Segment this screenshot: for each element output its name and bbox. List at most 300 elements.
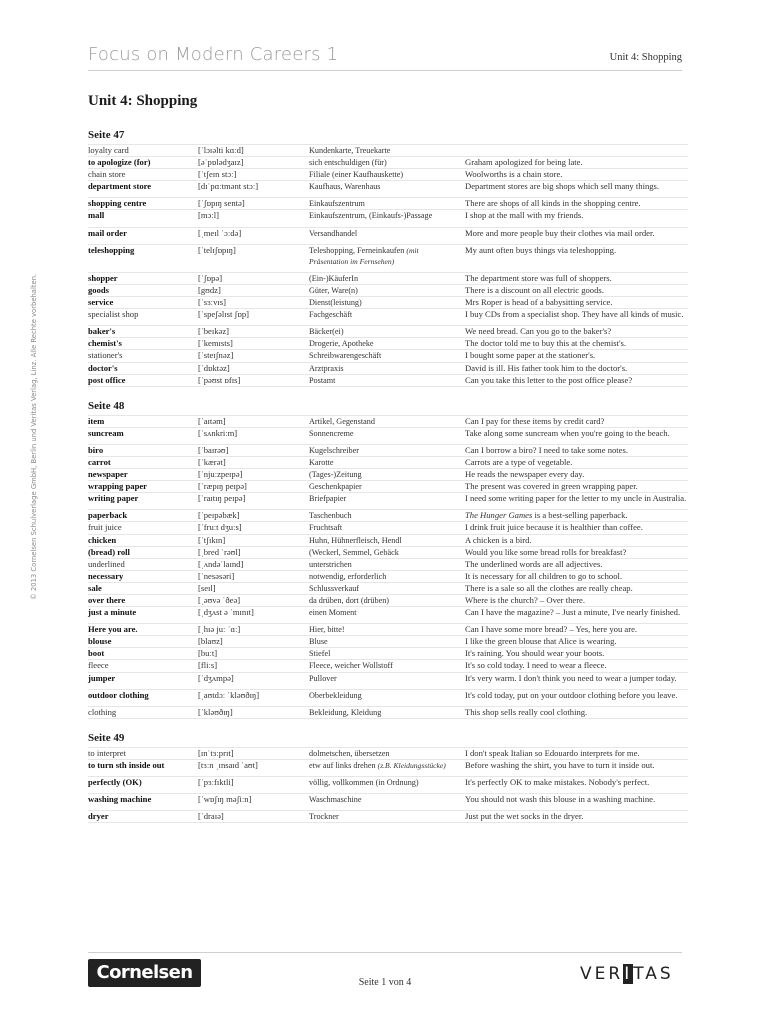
example-text: I bought some paper at the stationer's. bbox=[465, 350, 596, 361]
german-translation: unterstrichen bbox=[309, 559, 352, 569]
vocab-phonetic: [mɔːl] bbox=[198, 210, 219, 221]
table-row bbox=[88, 480, 688, 492]
vocab-example bbox=[465, 457, 688, 468]
vocab-german bbox=[309, 350, 465, 361]
german-translation: Pullover bbox=[309, 673, 337, 683]
example-text: David is ill. His father took him to the doctor's. bbox=[465, 362, 628, 373]
table-row bbox=[88, 558, 688, 570]
veritas-logo-part-b: TAS bbox=[633, 964, 674, 984]
footer-divider bbox=[88, 952, 682, 953]
cornelsen-logo: Cornelsen bbox=[88, 959, 201, 987]
vocab-german bbox=[309, 624, 465, 635]
vocab-phonetic: [ˈdɒktəz] bbox=[198, 362, 230, 373]
german-translation: Waschmaschine bbox=[309, 795, 362, 805]
copyright-text: © 2013 Cornelsen Schulverlage GmbH, Berlin und Veritas Verlag, Linz. Alle Rechte vorbehalten. bbox=[30, 273, 38, 600]
vocab-phonetic: [ˈtelɪʃɒpɪŋ] bbox=[198, 244, 236, 255]
german-translation: (Tages-)Zeitung bbox=[309, 470, 362, 480]
example-text: Can I have the magazine? – Just a minute, I've nearly finished. bbox=[465, 607, 681, 618]
vocab-phonetic: [ɪnˈtɜːprɪt] bbox=[198, 747, 234, 758]
vocab-section bbox=[88, 730, 688, 823]
copyright-notice bbox=[30, 273, 54, 600]
vocab-word: fruit juice bbox=[88, 522, 122, 533]
vocab-german bbox=[309, 157, 465, 168]
table-row bbox=[88, 362, 688, 374]
vocab-example bbox=[465, 428, 688, 439]
vocab-phonetic: [ˌdʒʌst ə ˈmɪnɪt] bbox=[198, 607, 254, 618]
vocab-word: doctor's bbox=[88, 362, 118, 373]
vocab-german bbox=[309, 547, 465, 558]
table-row bbox=[88, 492, 688, 504]
example-text: It's raining. You should wear your boots. bbox=[465, 648, 605, 659]
vocab-example bbox=[465, 469, 688, 480]
table-row bbox=[88, 672, 688, 684]
table-row bbox=[88, 810, 688, 823]
table-row bbox=[88, 227, 688, 239]
german-translation: Hier, bitte! bbox=[309, 625, 345, 635]
vocab-word: fleece bbox=[88, 660, 109, 671]
example-text: Can I pay for these items by credit card? bbox=[465, 415, 605, 426]
vocab-example bbox=[465, 607, 688, 618]
vocab-example bbox=[465, 760, 688, 771]
german-translation: Bekleidung, Kleidung bbox=[309, 707, 382, 717]
german-translation: (Weckerl, Semmel, Gebäck bbox=[309, 547, 399, 557]
vocab-word: goods bbox=[88, 284, 110, 295]
vocab-table bbox=[88, 747, 688, 823]
vocab-word: post office bbox=[88, 374, 126, 385]
german-translation: Kundenkarte, Treuekarte bbox=[309, 146, 391, 155]
german-translation: Schreibwarengeschäft bbox=[309, 351, 382, 361]
german-translation: völlig, vollkommen (in Ordnung) bbox=[309, 778, 419, 788]
example-text: Can you take this letter to the post office please? bbox=[465, 374, 633, 385]
example-text: It's cold today, put on your outdoor clothing before you leave. bbox=[465, 689, 678, 700]
german-translation: Taschenbuch bbox=[309, 511, 352, 521]
vocab-word: chemist's bbox=[88, 338, 122, 349]
example-text: We need bread. Can you go to the baker's? bbox=[465, 326, 612, 337]
vocab-word: teleshopping bbox=[88, 244, 135, 255]
vocab-word: chicken bbox=[88, 534, 117, 545]
vocab-phonetic: [ˈsteɪʃnəz] bbox=[198, 350, 234, 361]
vocab-phonetic: [ˈʃɒpə] bbox=[198, 272, 223, 283]
german-translation: Bäcker(ei) bbox=[309, 327, 344, 337]
vocab-phonetic: [ˈtʃeɪn stɔː] bbox=[198, 169, 237, 180]
vocab-german bbox=[309, 794, 465, 805]
vocab-phonetic: [buːt] bbox=[198, 648, 218, 659]
vocab-example bbox=[465, 522, 688, 533]
vocab-example bbox=[465, 636, 688, 647]
vocab-german bbox=[309, 297, 465, 308]
vocab-phonetic: [fliːs] bbox=[198, 660, 218, 671]
german-note: (z.B. Kleidungsstücke) bbox=[377, 760, 446, 770]
header-divider bbox=[88, 70, 682, 71]
vocab-example bbox=[465, 690, 688, 701]
example-text: Take along some suncream when you're going to the beach. bbox=[465, 427, 670, 438]
vocab-word: mail order bbox=[88, 227, 127, 238]
vocab-phonetic: [ˌmeɪl ˈɔːdə] bbox=[198, 227, 242, 238]
example-text: The doctor told me to buy this at the chemist's. bbox=[465, 338, 626, 349]
german-translation: Briefpapier bbox=[309, 494, 347, 504]
vocab-word: washing machine bbox=[88, 794, 152, 805]
table-row bbox=[88, 244, 688, 267]
example-text: You should not wash this blouse in a washing machine. bbox=[465, 794, 656, 805]
german-translation: Fleece, weicher Wollstoff bbox=[309, 661, 393, 671]
german-translation: Fachgeschäft bbox=[309, 310, 353, 320]
book-title: Focus on Modern Careers 1 bbox=[88, 44, 339, 65]
vocab-word: shopping centre bbox=[88, 198, 147, 209]
vocab-example bbox=[465, 648, 688, 659]
example-text: It's perfectly OK to make mistakes. Nobody's perfect. bbox=[465, 777, 650, 788]
vocab-word: chain store bbox=[88, 169, 126, 180]
german-translation: dolmetschen, übersetzen bbox=[309, 748, 390, 758]
vocab-word: to turn sth inside out bbox=[88, 759, 165, 770]
vocab-german bbox=[309, 416, 465, 427]
vocab-example bbox=[465, 811, 688, 822]
vocab-word: carrot bbox=[88, 456, 111, 467]
example-text: It is necessary for all children to go to school. bbox=[465, 570, 623, 581]
vocab-german bbox=[309, 375, 465, 386]
vocab-german bbox=[309, 363, 465, 374]
table-row bbox=[88, 521, 688, 533]
table-row bbox=[88, 659, 688, 671]
vocab-section bbox=[88, 398, 688, 719]
vocab-word: outdoor clothing bbox=[88, 689, 149, 700]
german-translation: Geschenkpapier bbox=[309, 482, 362, 492]
vocab-word: to apologize (for) bbox=[88, 157, 151, 168]
example-text: I need some writing paper for the letter to my uncle in Australia. bbox=[465, 493, 687, 504]
example-text: Would you like some bread rolls for breakfast? bbox=[465, 546, 627, 557]
vocab-phonetic: [ˈræpɪŋ peɪpə] bbox=[198, 481, 247, 492]
vocab-phonetic: [ˈaɪtəm] bbox=[198, 415, 226, 426]
german-translation: Filiale (einer Kaufhauskette) bbox=[309, 170, 404, 180]
vocab-section bbox=[88, 127, 688, 387]
german-translation: Karotte bbox=[309, 457, 334, 467]
vocab-german bbox=[309, 309, 465, 320]
german-translation: Teleshopping, Ferneinkaufen bbox=[309, 245, 405, 255]
vocab-phonetic: [ˌaʊtdɔː ˈkləʊðɪŋ] bbox=[198, 689, 260, 700]
vocab-german bbox=[309, 648, 465, 659]
vocab-example bbox=[465, 547, 688, 558]
veritas-logo-part-a: VER bbox=[580, 964, 624, 984]
german-translation: Trockner bbox=[309, 812, 339, 822]
vocab-german bbox=[309, 285, 465, 296]
example-text: I like the green blouse that Alice is wearing. bbox=[465, 636, 617, 647]
vocab-word: item bbox=[88, 415, 105, 426]
vocab-phonetic: [seɪl] bbox=[198, 582, 216, 593]
example-text: The underlined words are all adjectives. bbox=[465, 558, 603, 569]
example-text: I drink fruit juice because it is healthier than coffee. bbox=[465, 522, 643, 533]
vocab-phonetic: [tɜːn ˌɪnsaɪd ˈaʊt] bbox=[198, 759, 258, 770]
vocab-german bbox=[309, 181, 465, 192]
table-row bbox=[88, 582, 688, 594]
vocab-example bbox=[465, 673, 688, 684]
vocab-german bbox=[309, 522, 465, 533]
german-translation: Schlussverkauf bbox=[309, 583, 360, 593]
vocab-word: mall bbox=[88, 210, 105, 221]
vocab-german bbox=[309, 595, 465, 606]
vocab-german bbox=[309, 535, 465, 546]
german-translation: sich entschuldigen (für) bbox=[309, 158, 387, 168]
table-row bbox=[88, 546, 688, 558]
vocab-phonetic: [gʊdz] bbox=[198, 284, 221, 295]
vocab-phonetic: [ˈdraɪə] bbox=[198, 811, 224, 822]
vocab-german bbox=[309, 760, 465, 771]
table-row bbox=[88, 509, 688, 521]
example-text: My aunt often buys things via teleshopping. bbox=[465, 244, 617, 255]
vocab-example bbox=[465, 285, 688, 296]
vocab-german bbox=[309, 748, 465, 759]
table-row bbox=[88, 706, 688, 719]
vocab-phonetic: [ˈraɪtɪŋ peɪpə] bbox=[198, 493, 246, 504]
vocab-phonetic: [blaʊz] bbox=[198, 636, 223, 647]
vocab-german bbox=[309, 777, 465, 788]
table-row bbox=[88, 168, 688, 180]
german-translation: etw auf links drehen bbox=[309, 760, 376, 770]
vocab-phonetic: [ˌbred ˈrəʊl] bbox=[198, 546, 241, 557]
example-text: Carrots are a type of vegetable. bbox=[465, 456, 573, 467]
vocab-word: baker's bbox=[88, 326, 116, 337]
vocab-phonetic: [ˈkləʊðɪŋ] bbox=[198, 706, 233, 717]
vocab-word: wrapping paper bbox=[88, 481, 147, 492]
vocab-word: over there bbox=[88, 595, 126, 605]
german-translation: Bluse bbox=[309, 637, 328, 647]
table-row bbox=[88, 594, 688, 606]
vocab-phonetic: [dɪˈpɑːtmənt stɔː] bbox=[198, 181, 259, 192]
vocab-german bbox=[309, 493, 465, 504]
vocab-example bbox=[465, 493, 688, 504]
vocab-word: newspaper bbox=[88, 469, 128, 480]
vocab-example bbox=[465, 624, 688, 635]
example-text: It's very warm. I don't think you need to wear a jumper today. bbox=[465, 672, 677, 683]
example-text: Department stores are big shops which sell many things. bbox=[465, 181, 660, 192]
vocab-german bbox=[309, 445, 465, 456]
example-text: A chicken is a bird. bbox=[465, 534, 532, 545]
german-translation: Einkaufszentrum bbox=[309, 199, 365, 209]
table-row bbox=[88, 635, 688, 647]
vocab-word: jumper bbox=[88, 672, 116, 683]
table-row bbox=[88, 647, 688, 659]
german-translation: Artikel, Gegenstand bbox=[309, 416, 375, 426]
german-translation: da drüben, dort (drüben) bbox=[309, 596, 390, 605]
vocab-german bbox=[309, 481, 465, 492]
vocab-example bbox=[465, 660, 688, 671]
example-text: Just put the wet socks in the dryer. bbox=[465, 811, 584, 822]
vocab-example bbox=[465, 245, 688, 267]
table-row bbox=[88, 197, 688, 209]
vocab-example bbox=[465, 583, 688, 594]
vocab-phonetic: [ˈfruːt dʒuːs] bbox=[198, 522, 242, 533]
vocab-table bbox=[88, 415, 688, 719]
vocab-example bbox=[465, 145, 688, 156]
german-translation: Sonnencreme bbox=[309, 428, 354, 438]
section-title: Seite 48 bbox=[88, 399, 125, 412]
table-row bbox=[88, 180, 688, 192]
vocab-example bbox=[465, 181, 688, 192]
vocab-example bbox=[465, 375, 688, 386]
example-text: Woolworths is a chain store. bbox=[465, 169, 563, 180]
vocab-example bbox=[465, 309, 688, 320]
vocab-word: specialist shop bbox=[88, 309, 139, 320]
example-text: It's so cold today. I need to wear a fleece. bbox=[465, 660, 607, 671]
vocab-example bbox=[465, 210, 688, 221]
vocab-phonetic: [ˈbeɪkəz] bbox=[198, 326, 230, 337]
german-translation: Drogerie, Apotheke bbox=[309, 339, 374, 349]
table-row bbox=[88, 349, 688, 361]
example-text: There are shops of all kinds in the shopping centre. bbox=[465, 198, 641, 209]
vocab-phonetic: [ˈnjuːzpeɪpə] bbox=[198, 469, 243, 480]
example-text: Graham apologized for being late. bbox=[465, 157, 583, 168]
vocab-example bbox=[465, 510, 688, 521]
vocab-phonetic: [ˈbaɪrəʊ] bbox=[198, 444, 229, 455]
vocab-example bbox=[465, 363, 688, 374]
vocab-phonetic: [əˈpɒlədʒaɪz] bbox=[198, 157, 244, 168]
vocab-example bbox=[465, 571, 688, 582]
vocab-example bbox=[465, 350, 688, 361]
german-translation: (Ein-)KäuferIn bbox=[309, 273, 359, 283]
vocab-example bbox=[465, 169, 688, 180]
vocab-phonetic: [ˈlɔɪəlti kɑːd] bbox=[198, 145, 244, 155]
example-text: Where is the church? – Over there. bbox=[465, 595, 586, 605]
german-note: (mit Präsentation im Fernsehen) bbox=[309, 245, 419, 266]
example-text: This shop sells really cool clothing. bbox=[465, 706, 588, 717]
german-translation: einen Moment bbox=[309, 608, 357, 618]
example-text: Before washing the shirt, you have to turn it inside out. bbox=[465, 759, 655, 770]
table-row bbox=[88, 374, 688, 387]
vocab-word: service bbox=[88, 297, 114, 308]
table-row bbox=[88, 337, 688, 349]
vocab-example bbox=[465, 794, 688, 805]
vocab-phonetic: [ˈtʃɪkɪn] bbox=[198, 534, 226, 545]
vocab-word: perfectly (OK) bbox=[88, 777, 142, 788]
vocab-word: sale bbox=[88, 582, 102, 593]
vocab-german bbox=[309, 673, 465, 684]
table-row bbox=[88, 456, 688, 468]
example-text: I don't speak Italian so Edouardo interprets for me. bbox=[465, 747, 640, 758]
vocab-word: boot bbox=[88, 648, 105, 659]
german-translation: Dienst(leistung) bbox=[309, 298, 362, 308]
table-row bbox=[88, 444, 688, 456]
german-translation: Arztpraxis bbox=[309, 363, 344, 373]
vocab-phonetic: [ˌʌndəˈlaɪnd] bbox=[198, 558, 244, 569]
german-translation: Stiefel bbox=[309, 649, 331, 659]
example-text: There is a discount on all electric goods. bbox=[465, 284, 604, 295]
vocab-german bbox=[309, 660, 465, 671]
page-number: Seite 1 von 4 bbox=[358, 977, 412, 988]
vocab-word: (bread) roll bbox=[88, 546, 130, 557]
vocab-german bbox=[309, 510, 465, 521]
vocab-phonetic: [ˈkemɪsts] bbox=[198, 338, 233, 349]
german-translation: Güter, Ware(n) bbox=[309, 285, 358, 295]
german-translation: Fruchtsaft bbox=[309, 523, 343, 533]
table-row bbox=[88, 759, 688, 771]
vocab-example bbox=[465, 777, 688, 788]
table-row bbox=[88, 606, 688, 618]
section-title: Seite 49 bbox=[88, 731, 125, 744]
vocab-word: blouse bbox=[88, 636, 112, 647]
table-row bbox=[88, 534, 688, 546]
vocab-german bbox=[309, 636, 465, 647]
vocab-german bbox=[309, 607, 465, 618]
vocab-word: underlined bbox=[88, 558, 125, 569]
example-text: More and more people buy their clothes via mail order. bbox=[465, 227, 655, 238]
german-translation: Versandhandel bbox=[309, 228, 358, 238]
vocab-word: stationer's bbox=[88, 350, 123, 361]
german-translation: notwendig, erforderlich bbox=[309, 571, 387, 581]
section-title: Seite 47 bbox=[88, 129, 125, 141]
vocab-word: dryer bbox=[88, 811, 109, 822]
vocab-word: Here you are. bbox=[88, 624, 138, 635]
veritas-logo-mark: I bbox=[624, 964, 633, 984]
table-row bbox=[88, 284, 688, 296]
german-translation: Kaufhaus, Warenhaus bbox=[309, 182, 381, 192]
example-text: I buy CDs from a specialist shop. They have all kinds of music. bbox=[465, 309, 684, 320]
vocab-german bbox=[309, 198, 465, 209]
vocab-german bbox=[309, 690, 465, 701]
vocab-word: clothing bbox=[88, 706, 117, 717]
table-row bbox=[88, 776, 688, 788]
vocab-word: writing paper bbox=[88, 493, 139, 504]
vocab-german bbox=[309, 707, 465, 718]
vocab-example bbox=[465, 338, 688, 349]
table-row bbox=[88, 308, 688, 320]
vocab-german bbox=[309, 326, 465, 337]
table-row bbox=[88, 272, 688, 284]
example-text: He reads the newspaper every day. bbox=[465, 469, 585, 480]
table-row bbox=[88, 427, 688, 439]
vocab-phonetic: [ˌhɪə juː ˈɑː] bbox=[198, 624, 241, 635]
table-row bbox=[88, 623, 688, 635]
example-title: The Hunger Games bbox=[465, 510, 533, 521]
vocab-example bbox=[465, 559, 688, 570]
vocab-phonetic: [ˈnesəsəri] bbox=[198, 570, 235, 581]
vocab-phonetic: [ˈpeɪpəbæk] bbox=[198, 510, 240, 521]
table-row bbox=[88, 325, 688, 337]
example-text: is a best-selling paperback. bbox=[532, 510, 628, 521]
vocab-word: biro bbox=[88, 444, 104, 455]
table-row bbox=[88, 156, 688, 168]
example-text: The department store was full of shoppers. bbox=[465, 272, 612, 283]
vocab-german bbox=[309, 469, 465, 480]
vocab-german bbox=[309, 571, 465, 582]
vocab-word: just a minute bbox=[88, 607, 137, 618]
vocab-example bbox=[465, 535, 688, 546]
vocab-phonetic: [ˈdʒʌmpə] bbox=[198, 672, 234, 683]
vocab-german bbox=[309, 245, 465, 267]
vocab-example bbox=[465, 273, 688, 284]
german-translation: Einkaufszentrum, (Einkaufs-)Passage bbox=[309, 211, 433, 221]
example-text: Can I borrow a biro? I need to take some notes. bbox=[465, 444, 628, 455]
unit-heading: Unit 4: Shopping bbox=[88, 93, 198, 109]
vocab-example bbox=[465, 748, 688, 759]
vocab-word: to interpret bbox=[88, 747, 126, 758]
table-row bbox=[88, 793, 688, 805]
vocab-example bbox=[465, 297, 688, 308]
vocab-german bbox=[309, 169, 465, 180]
vocab-phonetic: [ˈpəʊst ɒfɪs] bbox=[198, 374, 241, 385]
vocabulary-sections bbox=[88, 127, 688, 834]
german-translation: Postamt bbox=[309, 375, 336, 385]
vocab-example bbox=[465, 481, 688, 492]
vocab-word: department store bbox=[88, 181, 152, 192]
german-translation: Kugelschreiber bbox=[309, 445, 360, 455]
vocab-word: loyalty card bbox=[88, 145, 129, 155]
vocab-phonetic: [ˈspeʃəlɪst ʃɒp] bbox=[198, 309, 250, 320]
table-row bbox=[88, 296, 688, 308]
table-row bbox=[88, 468, 688, 480]
vocab-phonetic: [ˈʃɒpɪŋ sentə] bbox=[198, 198, 245, 209]
vocab-german bbox=[309, 811, 465, 822]
vocab-german bbox=[309, 457, 465, 468]
example-text: The present was covered in green wrapping paper. bbox=[465, 481, 638, 492]
vocab-table bbox=[88, 144, 688, 387]
